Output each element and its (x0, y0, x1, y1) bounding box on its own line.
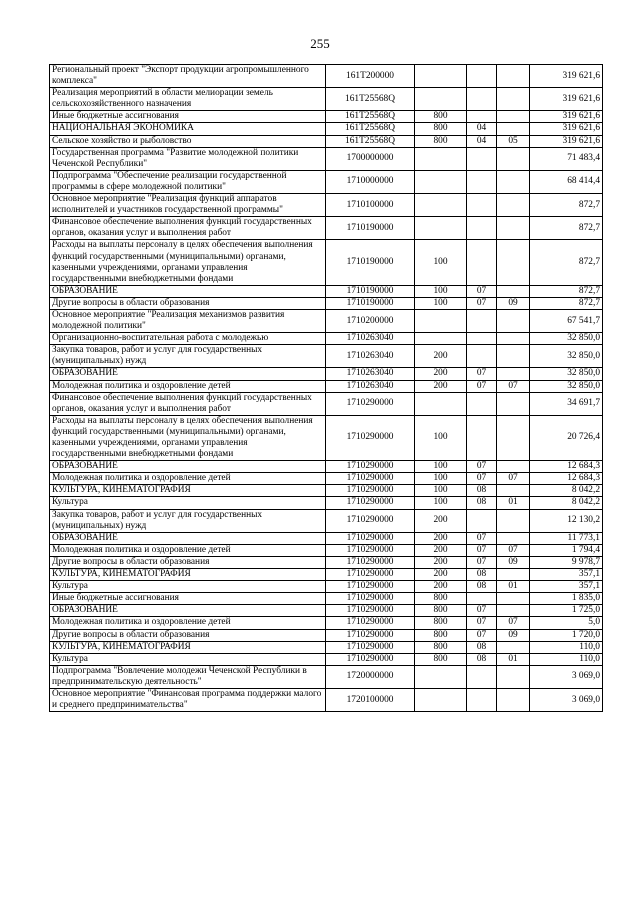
expense-type-cell: 100 (415, 415, 467, 460)
expense-type-cell: 200 (415, 509, 467, 532)
expense-type-cell: 200 (415, 380, 467, 392)
table-row (50, 688, 603, 711)
subsection-cell (497, 485, 530, 497)
section-cell (467, 509, 497, 532)
budget-table (49, 64, 603, 712)
amount-cell: 5,0 (530, 617, 603, 629)
subsection-cell: 05 (497, 135, 530, 147)
subsection-cell (497, 345, 530, 368)
amount-cell: 12 684,3 (530, 473, 603, 485)
section-cell (467, 217, 497, 240)
section-cell: 07 (467, 297, 497, 309)
subsection-cell (497, 665, 530, 688)
amount-cell: 1 725,0 (530, 605, 603, 617)
amount-cell: 11 773,1 (530, 532, 603, 544)
expense-name-cell: Молодежная политика и оздоровление детей (50, 380, 326, 392)
section-cell (467, 392, 497, 415)
expense-type-cell (415, 147, 467, 170)
subsection-cell (497, 147, 530, 170)
subsection-cell (497, 532, 530, 544)
subsection-cell (497, 65, 530, 88)
expense-name-cell: Основное мероприятие "Финансовая программа поддержки малого и среднего предпринимательства" (50, 688, 326, 711)
subsection-cell: 07 (497, 617, 530, 629)
expense-name-cell: Финансовое обеспечение выполнения функций государственных органов, оказания услуг и выполнения работ (50, 217, 326, 240)
section-cell: 07 (467, 368, 497, 380)
section-cell: 07 (467, 461, 497, 473)
expense-type-cell (415, 688, 467, 711)
expense-type-cell (415, 665, 467, 688)
amount-cell: 1 835,0 (530, 593, 603, 605)
section-cell: 08 (467, 581, 497, 593)
subsection-cell (497, 509, 530, 532)
expense-name-cell: Иные бюджетные ассигнования (50, 593, 326, 605)
expense-type-cell (415, 217, 467, 240)
expense-name-cell: ОБРАЗОВАНИЕ (50, 461, 326, 473)
section-cell: 08 (467, 485, 497, 497)
expense-type-cell: 100 (415, 240, 467, 285)
target-article-cell: 1710190000 (326, 297, 415, 309)
expense-type-cell: 200 (415, 581, 467, 593)
section-cell (467, 194, 497, 217)
expense-name-cell: КУЛЬТУРА, КИНЕМАТОГРАФИЯ (50, 641, 326, 653)
expense-type-cell: 800 (415, 653, 467, 665)
expense-name-cell: Закупка товаров, работ и услуг для государственных (муниципальных) нужд (50, 345, 326, 368)
expense-type-cell: 800 (415, 605, 467, 617)
section-cell (467, 593, 497, 605)
subsection-cell (497, 285, 530, 297)
subsection-cell (497, 415, 530, 460)
expense-type-cell: 200 (415, 532, 467, 544)
table-row (50, 217, 603, 240)
amount-cell: 872,7 (530, 217, 603, 240)
table-row (50, 123, 603, 135)
table-row (50, 135, 603, 147)
expense-name-cell: КУЛЬТУРА, КИНЕМАТОГРАФИЯ (50, 569, 326, 581)
target-article-cell: 1710190000 (326, 285, 415, 297)
table-row (50, 629, 603, 641)
target-article-cell: 1710290000 (326, 497, 415, 509)
table-row (50, 593, 603, 605)
table-row (50, 569, 603, 581)
target-article-cell: 1710290000 (326, 617, 415, 629)
table-row (50, 544, 603, 556)
subsection-cell: 09 (497, 297, 530, 309)
table-row (50, 368, 603, 380)
target-article-cell: 161T25568Q (326, 135, 415, 147)
section-cell: 08 (467, 641, 497, 653)
amount-cell: 34 691,7 (530, 392, 603, 415)
amount-cell: 872,7 (530, 194, 603, 217)
amount-cell: 20 726,4 (530, 415, 603, 460)
subsection-cell (497, 641, 530, 653)
table-row (50, 392, 603, 415)
expense-type-cell: 200 (415, 345, 467, 368)
amount-cell: 1 794,4 (530, 544, 603, 556)
amount-cell: 8 042,2 (530, 485, 603, 497)
expense-type-cell: 100 (415, 497, 467, 509)
table-row (50, 605, 603, 617)
subsection-cell (497, 240, 530, 285)
expense-name-cell: Расходы на выплаты персоналу в целях обеспечения выполнения функций государственными (муниципальными) органами, казенными учреждениями, органами управления государственными внебюджетными фондами (50, 240, 326, 285)
target-article-cell: 1710290000 (326, 509, 415, 532)
amount-cell: 12 684,3 (530, 461, 603, 473)
section-cell: 07 (467, 285, 497, 297)
amount-cell: 110,0 (530, 653, 603, 665)
amount-cell: 12 130,2 (530, 509, 603, 532)
target-article-cell: 1720100000 (326, 688, 415, 711)
section-cell: 07 (467, 629, 497, 641)
section-cell (467, 88, 497, 111)
subsection-cell (497, 333, 530, 345)
subsection-cell: 07 (497, 544, 530, 556)
table-row (50, 309, 603, 332)
table-row (50, 581, 603, 593)
expense-name-cell: ОБРАЗОВАНИЕ (50, 285, 326, 297)
target-article-cell: 1710290000 (326, 641, 415, 653)
target-article-cell: 161T25568Q (326, 111, 415, 123)
amount-cell: 319 621,6 (530, 65, 603, 88)
table-row (50, 285, 603, 297)
target-article-cell: 1710263040 (326, 380, 415, 392)
subsection-cell (497, 194, 530, 217)
section-cell: 07 (467, 380, 497, 392)
expense-type-cell (415, 65, 467, 88)
amount-cell: 9 978,7 (530, 556, 603, 568)
target-article-cell: 1710290000 (326, 605, 415, 617)
target-article-cell: 1710290000 (326, 629, 415, 641)
subsection-cell (497, 217, 530, 240)
section-cell (467, 170, 497, 193)
amount-cell: 319 621,6 (530, 111, 603, 123)
subsection-cell (497, 111, 530, 123)
expense-type-cell: 200 (415, 556, 467, 568)
subsection-cell (497, 688, 530, 711)
section-cell (467, 240, 497, 285)
expense-name-cell: Другие вопросы в области образования (50, 297, 326, 309)
expense-name-cell: Государственная программа "Развитие молодежной политики Чеченской Республики" (50, 147, 326, 170)
expense-name-cell: Основное мероприятие "Реализация механизмов развития молодежной политики" (50, 309, 326, 332)
expense-name-cell: Основное мероприятие "Реализация функций аппаратов исполнителей и участников государственной программы" (50, 194, 326, 217)
subsection-cell (497, 593, 530, 605)
expense-type-cell: 200 (415, 569, 467, 581)
subsection-cell (497, 605, 530, 617)
amount-cell: 110,0 (530, 641, 603, 653)
amount-cell: 357,1 (530, 581, 603, 593)
amount-cell: 8 042,2 (530, 497, 603, 509)
target-article-cell: 1710290000 (326, 593, 415, 605)
target-article-cell: 161T25568Q (326, 123, 415, 135)
subsection-cell: 09 (497, 629, 530, 641)
target-article-cell: 1710190000 (326, 217, 415, 240)
expense-name-cell: Подпрограмма "Вовлечение молодежи Чеченской Республики в предпринимательскую деятельность" (50, 665, 326, 688)
table-row (50, 485, 603, 497)
expense-type-cell: 800 (415, 123, 467, 135)
expense-type-cell: 100 (415, 473, 467, 485)
section-cell (467, 345, 497, 368)
amount-cell: 357,1 (530, 569, 603, 581)
table-row (50, 345, 603, 368)
expense-name-cell: Реализация мероприятий в области мелиорации земель сельскохозяйственного назначения (50, 88, 326, 111)
section-cell: 07 (467, 617, 497, 629)
section-cell: 07 (467, 556, 497, 568)
target-article-cell: 1720000000 (326, 665, 415, 688)
table-row (50, 111, 603, 123)
expense-name-cell: Закупка товаров, работ и услуг для государственных (муниципальных) нужд (50, 509, 326, 532)
subsection-cell (497, 368, 530, 380)
subsection-cell (497, 461, 530, 473)
expense-name-cell: Подпрограмма "Обеспечение реализации государственной программы в сфере молодежной политики" (50, 170, 326, 193)
table-row (50, 461, 603, 473)
target-article-cell: 1710263040 (326, 345, 415, 368)
expense-name-cell: НАЦИОНАЛЬНАЯ ЭКОНОМИКА (50, 123, 326, 135)
section-cell (467, 333, 497, 345)
expense-name-cell: Организационно-воспитательная работа с молодежью (50, 333, 326, 345)
table-body (50, 65, 603, 712)
table-row (50, 509, 603, 532)
expense-name-cell: Культура (50, 581, 326, 593)
target-article-cell: 1710263040 (326, 368, 415, 380)
target-article-cell: 1710290000 (326, 532, 415, 544)
expense-type-cell: 800 (415, 641, 467, 653)
expense-type-cell: 800 (415, 593, 467, 605)
table-row (50, 653, 603, 665)
table-row (50, 415, 603, 460)
target-article-cell: 1710200000 (326, 309, 415, 332)
expense-name-cell: Расходы на выплаты персоналу в целях обеспечения выполнения функций государственными (муниципальными) органами, казенными учреждениями, органами управления государственными внебюджетными фондами (50, 415, 326, 460)
target-article-cell: 1710290000 (326, 544, 415, 556)
expense-type-cell: 800 (415, 135, 467, 147)
amount-cell: 32 850,0 (530, 333, 603, 345)
expense-name-cell: Молодежная политика и оздоровление детей (50, 473, 326, 485)
subsection-cell (497, 569, 530, 581)
section-cell (467, 665, 497, 688)
expense-name-cell: Молодежная политика и оздоровление детей (50, 617, 326, 629)
expense-name-cell: ОБРАЗОВАНИЕ (50, 605, 326, 617)
table-row (50, 641, 603, 653)
target-article-cell: 1710290000 (326, 569, 415, 581)
expense-type-cell: 800 (415, 111, 467, 123)
amount-cell: 872,7 (530, 240, 603, 285)
expense-type-cell (415, 392, 467, 415)
target-article-cell: 1710290000 (326, 473, 415, 485)
expense-type-cell: 200 (415, 544, 467, 556)
table-row (50, 147, 603, 170)
table-row (50, 617, 603, 629)
subsection-cell (497, 123, 530, 135)
section-cell: 04 (467, 135, 497, 147)
expense-name-cell: Культура (50, 497, 326, 509)
section-cell (467, 415, 497, 460)
table-row (50, 380, 603, 392)
target-article-cell: 161T25568Q (326, 88, 415, 111)
table-row (50, 532, 603, 544)
expense-name-cell: Молодежная политика и оздоровление детей (50, 544, 326, 556)
expense-name-cell: ОБРАЗОВАНИЕ (50, 532, 326, 544)
expense-type-cell (415, 170, 467, 193)
subsection-cell: 01 (497, 581, 530, 593)
table-row (50, 333, 603, 345)
subsection-cell: 01 (497, 653, 530, 665)
expense-name-cell: Сельское хозяйство и рыболовство (50, 135, 326, 147)
target-article-cell: 1710190000 (326, 240, 415, 285)
amount-cell: 68 414,4 (530, 170, 603, 193)
expense-name-cell: КУЛЬТУРА, КИНЕМАТОГРАФИЯ (50, 485, 326, 497)
expense-type-cell: 100 (415, 297, 467, 309)
amount-cell: 319 621,6 (530, 88, 603, 111)
target-article-cell: 1710290000 (326, 392, 415, 415)
expense-name-cell: Другие вопросы в области образования (50, 556, 326, 568)
section-cell: 07 (467, 605, 497, 617)
expense-name-cell: Региональный проект "Экспорт продукции агропромышленного комплекса" (50, 65, 326, 88)
section-cell: 08 (467, 653, 497, 665)
expense-type-cell: 800 (415, 629, 467, 641)
target-article-cell: 1710290000 (326, 461, 415, 473)
table-row (50, 497, 603, 509)
target-article-cell: 1710290000 (326, 485, 415, 497)
table-row (50, 170, 603, 193)
target-article-cell: 1710290000 (326, 653, 415, 665)
subsection-cell: 07 (497, 380, 530, 392)
target-article-cell: 1710263040 (326, 333, 415, 345)
expense-name-cell: Другие вопросы в области образования (50, 629, 326, 641)
table-row (50, 556, 603, 568)
table-row (50, 88, 603, 111)
subsection-cell: 01 (497, 497, 530, 509)
table-row (50, 240, 603, 285)
target-article-cell: 1700000000 (326, 147, 415, 170)
amount-cell: 32 850,0 (530, 380, 603, 392)
target-article-cell: 161T200000 (326, 65, 415, 88)
amount-cell: 3 069,0 (530, 688, 603, 711)
subsection-cell (497, 392, 530, 415)
section-cell (467, 111, 497, 123)
subsection-cell (497, 88, 530, 111)
expense-type-cell: 800 (415, 617, 467, 629)
target-article-cell: 1710000000 (326, 170, 415, 193)
expense-type-cell: 100 (415, 461, 467, 473)
section-cell (467, 147, 497, 170)
expense-type-cell: 100 (415, 485, 467, 497)
expense-name-cell: Культура (50, 653, 326, 665)
section-cell (467, 688, 497, 711)
amount-cell: 1 720,0 (530, 629, 603, 641)
table-row (50, 665, 603, 688)
section-cell: 08 (467, 569, 497, 581)
section-cell: 04 (467, 123, 497, 135)
target-article-cell: 1710290000 (326, 581, 415, 593)
page-number: 255 (310, 36, 330, 51)
table-row (50, 65, 603, 88)
section-cell (467, 65, 497, 88)
section-cell (467, 309, 497, 332)
table-row (50, 194, 603, 217)
expense-type-cell (415, 333, 467, 345)
subsection-cell: 07 (497, 473, 530, 485)
amount-cell: 71 483,4 (530, 147, 603, 170)
amount-cell: 32 850,0 (530, 345, 603, 368)
amount-cell: 872,7 (530, 297, 603, 309)
amount-cell: 872,7 (530, 285, 603, 297)
section-cell: 08 (467, 497, 497, 509)
amount-cell: 32 850,0 (530, 368, 603, 380)
subsection-cell (497, 170, 530, 193)
amount-cell: 319 621,6 (530, 123, 603, 135)
target-article-cell: 1710290000 (326, 415, 415, 460)
target-article-cell: 1710290000 (326, 556, 415, 568)
section-cell: 07 (467, 473, 497, 485)
expense-type-cell (415, 88, 467, 111)
section-cell: 07 (467, 544, 497, 556)
amount-cell: 319 621,6 (530, 135, 603, 147)
amount-cell: 3 069,0 (530, 665, 603, 688)
table-row (50, 297, 603, 309)
subsection-cell (497, 309, 530, 332)
subsection-cell: 09 (497, 556, 530, 568)
expense-type-cell: 100 (415, 285, 467, 297)
expense-name-cell: Финансовое обеспечение выполнения функций государственных органов, оказания услуг и выполнения работ (50, 392, 326, 415)
expense-name-cell: Иные бюджетные ассигнования (50, 111, 326, 123)
expense-type-cell (415, 309, 467, 332)
target-article-cell: 1710100000 (326, 194, 415, 217)
expense-name-cell: ОБРАЗОВАНИЕ (50, 368, 326, 380)
section-cell: 07 (467, 532, 497, 544)
expense-type-cell (415, 194, 467, 217)
expense-type-cell: 200 (415, 368, 467, 380)
amount-cell: 67 541,7 (530, 309, 603, 332)
table-row (50, 473, 603, 485)
